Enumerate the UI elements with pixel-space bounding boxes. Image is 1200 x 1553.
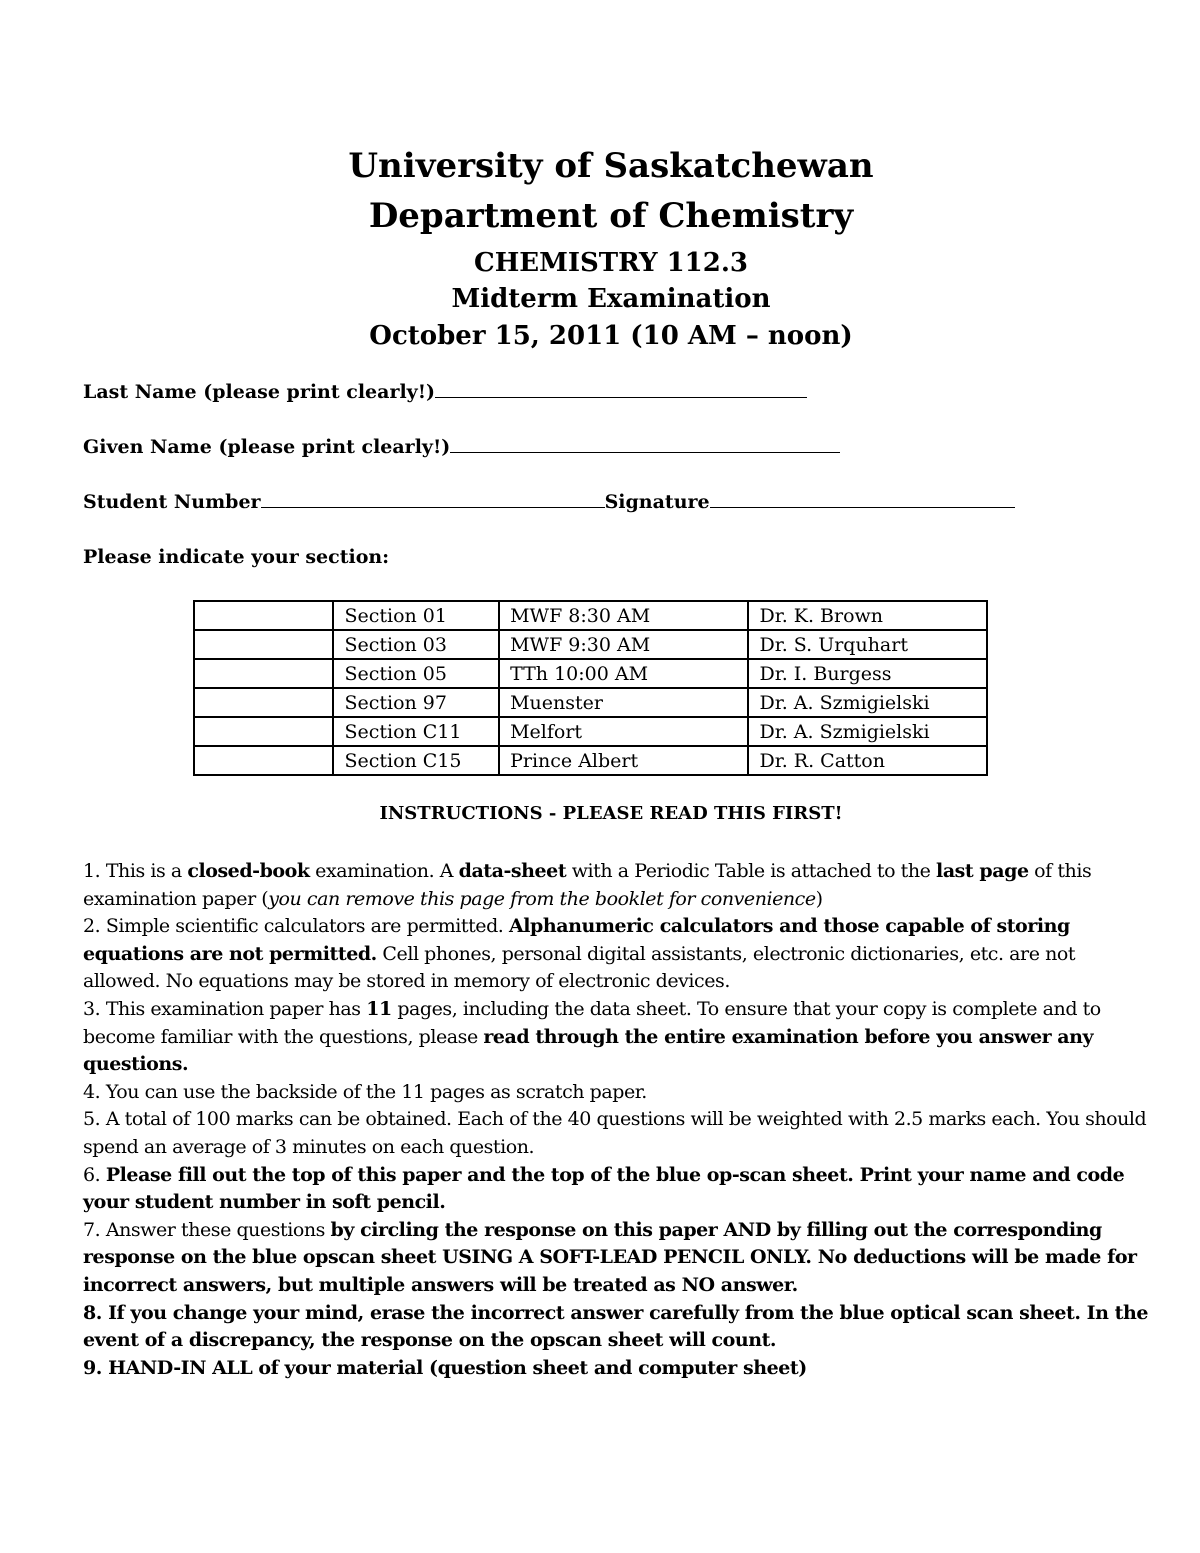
section-checkbox-cell[interactable]	[194, 659, 333, 688]
table-row	[194, 601, 987, 630]
table-row	[194, 746, 987, 775]
section-time: MWF 9:30 AM	[499, 630, 748, 659]
instruction-9: 9. HAND-IN ALL of your material (question sheet and computer sheet)	[83, 1356, 807, 1379]
section-instructor: Dr. S. Urquhart	[748, 630, 987, 659]
last-name-line[interactable]	[435, 383, 807, 398]
instruction-4: 4. You can use the backside of the 11 pages as scratch paper.	[83, 1080, 647, 1103]
instruction-1: 1. This is a closed-book examination. A data-sheet with a Periodic Table is attached to the last page of this examination paper (you can remove this page from the booklet for convenience)	[83, 860, 1092, 910]
section-checkbox-cell[interactable]	[194, 746, 333, 775]
given-name-line[interactable]	[450, 438, 840, 453]
exam-title: Midterm Examination	[451, 284, 771, 314]
section-name: Section 03	[333, 630, 499, 659]
section-name: Section 97	[333, 688, 499, 717]
section-checkbox-cell[interactable]	[194, 601, 333, 630]
instruction-8: 8. If you change your mind, erase the incorrect answer carefully from the blue optical scan sheet. In the event of a discrepancy, the response on the opscan sheet will count.	[83, 1301, 1148, 1352]
section-instructor: Dr. A. Szmigielski	[748, 717, 987, 746]
instructions-title: INSTRUCTIONS - PLEASE READ THIS FIRST!	[379, 803, 843, 824]
given-name-field	[83, 436, 840, 458]
given-name-label: Given Name (please print clearly!)	[83, 436, 451, 458]
section-time: Muenster	[499, 688, 748, 717]
section-name: Section 05	[333, 659, 499, 688]
section-prompt: Please indicate your section:	[83, 546, 390, 568]
student-number-label: Student Number	[83, 491, 261, 513]
university-title: University of Saskatchewan	[348, 146, 874, 186]
instruction-7: 7. Answer these questions by circling the response on this paper AND by filling out the corresponding response on the blue opscan sheet USING A SOFT-LEAD PENCIL ONLY. No deductions will be made for incorrect answers, but multiple answers will be treated as NO answer.	[83, 1218, 1137, 1296]
table-row	[194, 717, 987, 746]
table-row	[194, 688, 987, 717]
table-row	[194, 659, 987, 688]
section-name: Section 01	[333, 601, 499, 630]
section-time: Prince Albert	[499, 746, 748, 775]
section-time: TTh 10:00 AM	[499, 659, 748, 688]
table-row	[194, 630, 987, 659]
signature-line[interactable]	[710, 493, 1015, 508]
section-time: MWF 8:30 AM	[499, 601, 748, 630]
section-name: Section C11	[333, 717, 499, 746]
section-time: Melfort	[499, 717, 748, 746]
section-instructor: Dr. K. Brown	[748, 601, 987, 630]
instruction-2: 2. Simple scientific calculators are permitted. Alphanumeric calculators and those capable of storing equations are not permitted. Cell phones, personal digital assistants, electronic dictionaries, etc. are not allowed. No equations may be stored in memory of electronic devices.	[83, 915, 1076, 993]
student-signature-field	[83, 491, 1015, 513]
instruction-3: 3. This examination paper has 11 pages, including the data sheet. To ensure that your copy is complete and to become familiar with the questions, please read through the entire examination before you answer any questions.	[83, 997, 1101, 1076]
section-instructor: Dr. A. Szmigielski	[748, 688, 987, 717]
course-title: CHEMISTRY 112.3	[474, 248, 748, 278]
exam-date: October 15, 2011 (10 AM – noon)	[369, 321, 853, 351]
last-name-label: Last Name (please print clearly!)	[83, 381, 436, 403]
instruction-6: 6. Please fill out the top of this paper and the top of the blue op-scan sheet. Print your name and code your student number in soft pencil.	[83, 1163, 1125, 1214]
section-checkbox-cell[interactable]	[194, 688, 333, 717]
last-name-field	[83, 381, 807, 403]
section-checkbox-cell[interactable]	[194, 630, 333, 659]
section-name: Section C15	[333, 746, 499, 775]
signature-label: Signature	[604, 491, 710, 513]
section-checkbox-cell[interactable]	[194, 717, 333, 746]
instructions-list	[83, 858, 1155, 1382]
instruction-5: 5. A total of 100 marks can be obtained. Each of the 40 questions will be weighted with 2.5 marks each. You should spend an average of 3 minutes on each question.	[83, 1108, 1147, 1158]
section-table	[193, 600, 988, 776]
student-number-line[interactable]	[261, 493, 605, 508]
section-instructor: Dr. R. Catton	[748, 746, 987, 775]
section-instructor: Dr. I. Burgess	[748, 659, 987, 688]
department-title: Department of Chemistry	[368, 196, 854, 236]
